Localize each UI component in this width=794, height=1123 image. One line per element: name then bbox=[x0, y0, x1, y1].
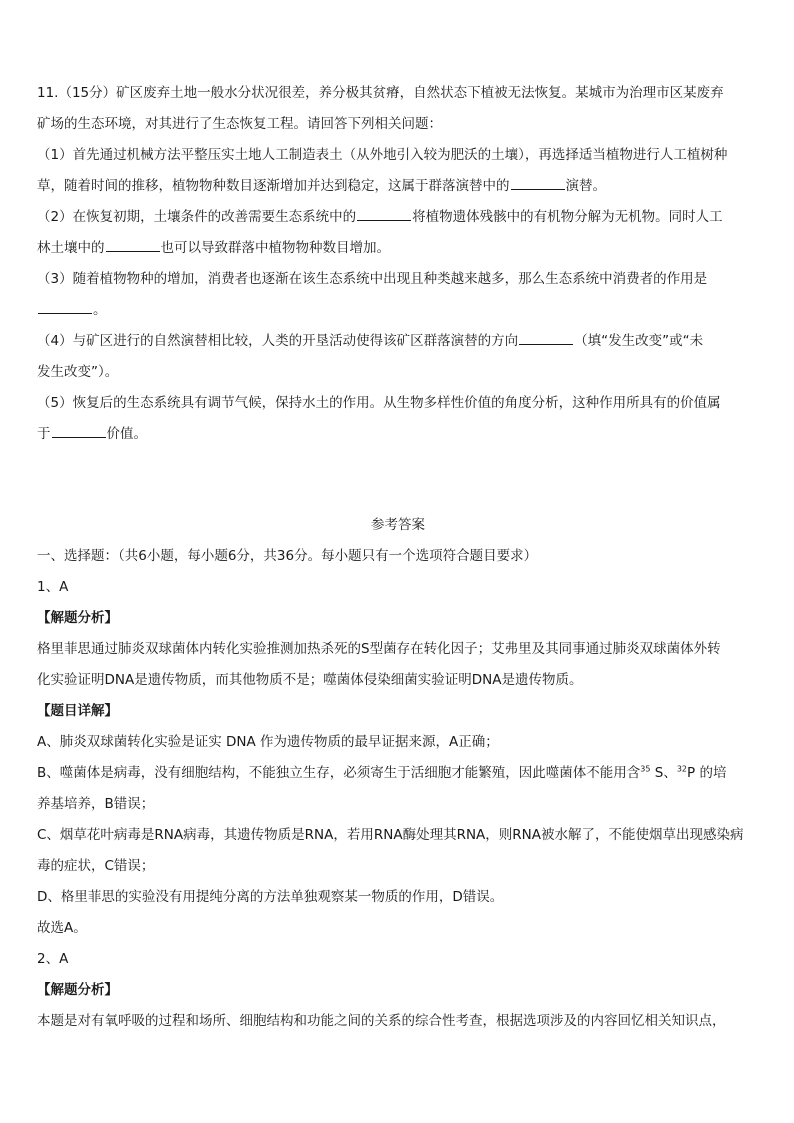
q11-part1-text-b: 演替。 bbox=[565, 178, 606, 194]
q11-intro-line1: 11.（15分）矿区废弃土地一般水分状况很差，养分极其贫瘠，自然状态下植被无法恢复。某城市为治理市区某废弃 bbox=[37, 85, 724, 101]
isotope-35-sup: 35 bbox=[640, 764, 651, 774]
answer-2-label: 2、A bbox=[37, 951, 69, 967]
q11-part1-text-a: 草，随着时间的推移，植物物种数目逐渐增加并达到稳定，这属于群落演替中的 bbox=[37, 178, 510, 194]
q11-part3-line2 bbox=[37, 295, 759, 326]
answer-1-analysis-line1: 格里菲思通过肺炎双球菌体内转化实验推测加热杀死的S型菌存在转化因子；艾弗里及其同事通过肺炎双球菌体外转 bbox=[37, 641, 721, 657]
q11-part1-line2 bbox=[37, 171, 759, 202]
q11-part3-text-b: 。 bbox=[93, 302, 107, 318]
q11-part2-line2 bbox=[37, 233, 759, 264]
answers-section-heading: 一、选择题：（共6小题，每小题6分，共36分。每小题只有一个选项符合题目要求） bbox=[37, 548, 538, 564]
option-b-text-mid: S、 bbox=[650, 765, 677, 781]
q11-part4-text-b: （填“发生改变”或“未 bbox=[574, 333, 704, 349]
option-b-text-b: P 的培 bbox=[687, 765, 727, 781]
answer-1-analysis-heading: 【解题分析】 bbox=[37, 610, 118, 626]
q11-part2-text-c: 林土壤中的 bbox=[37, 240, 105, 256]
answer-blank-4[interactable] bbox=[38, 312, 92, 314]
answer-1-option-c-line1: C、烟草花叶病毒是RNA病毒，其遗传物质是RNA，若用RNA酶处理其RNA，则RNA被水解了，不能使烟草出现感染病 bbox=[37, 827, 744, 843]
answer-blank-2[interactable] bbox=[357, 219, 411, 221]
q11-intro-line2: 矿场的生态环境，对其进行了生态恢复工程。请回答下列相关问题： bbox=[37, 116, 442, 132]
q11-part4-line1 bbox=[37, 326, 759, 357]
q11-part5-text-b: 价值。 bbox=[106, 426, 147, 442]
q11-part2-line1 bbox=[37, 202, 759, 233]
answer-1-option-a: A、肺炎双球菌转化实验是证实 DNA 作为遗传物质的最早证据来源，A正确； bbox=[37, 734, 499, 750]
answer-2-analysis-line1: 本题是对有氧呼吸的过程和场所、细胞结构和功能之间的关系的综合性考查，根据选项涉及的内容回忆相关知识点， bbox=[37, 1013, 726, 1029]
answer-2-analysis-heading: 【解题分析】 bbox=[37, 982, 118, 998]
q11-part5-line2 bbox=[37, 419, 759, 450]
answer-blank-3[interactable] bbox=[106, 250, 160, 252]
q11-part5-line1: （5）恢复后的生态系统具有调节气候，保持水土的作用。从生物多样性价值的角度分析，这种作用所具有的价值属 bbox=[37, 395, 721, 411]
answer-1-analysis-line2: 化实验证明DNA是遗传物质，而其他物质不是；噬菌体侵染细菌实验证明DNA是遗传物质。 bbox=[37, 672, 583, 688]
answer-1-label: 1、A bbox=[37, 579, 69, 595]
answer-1-option-c-line2: 毒的症状，C错误； bbox=[37, 858, 155, 874]
spacer bbox=[37, 450, 759, 510]
answer-blank-6[interactable] bbox=[52, 436, 106, 438]
q11-part4-text-a: （4）与矿区进行的自然演替相比较，人类的开垦活动使得该矿区群落演替的方向 bbox=[37, 333, 519, 349]
answer-1-option-d: D、格里菲思的实验没有用提纯分离的方法单独观察某一物质的作用，D错误。 bbox=[37, 889, 504, 905]
q11-part2-text-b: 将植物遗体残骸中的有机物分解为无机物。同时人工 bbox=[412, 209, 723, 225]
q11-part1-line1: （1）首先通过机械方法平整压实土地人工制造表土（从外地引入较为肥沃的土壤），再选择适当植物进行人工植树种 bbox=[37, 147, 728, 163]
answer-blank-5[interactable] bbox=[519, 343, 573, 345]
answer-1-detail-heading: 【题目详解】 bbox=[37, 703, 118, 719]
q11-part3-line1: （3）随着植物物种的增加，消费者也逐渐在该生态系统中出现且种类越来越多，那么生态系统中消费者的作用是 bbox=[37, 271, 708, 287]
q11-part2-text-a: （2）在恢复初期，土壤条件的改善需要生态系统中的 bbox=[37, 209, 357, 225]
option-b-text-a: B、噬菌体是病毒，没有细胞结构，不能独立生存，必须寄生于活细胞才能繁殖，因此噬菌体不能用含 bbox=[37, 765, 641, 781]
q11-part5-text-a: 于 bbox=[37, 426, 51, 442]
answer-1-conclusion: 故选A。 bbox=[37, 920, 87, 936]
q11-part2-text-d: 也可以导致群落中植物物种数目增加。 bbox=[160, 240, 390, 256]
answer-1-option-b-line1 bbox=[37, 758, 759, 789]
document-page bbox=[37, 78, 759, 1037]
q11-part4-line2: 发生改变”）。 bbox=[37, 364, 119, 380]
isotope-32-sup: 32 bbox=[676, 764, 688, 774]
answers-title: 参考答案 bbox=[371, 517, 425, 533]
answer-1-option-b-line2: 养基培养，B错误； bbox=[37, 796, 155, 812]
answer-blank-1[interactable] bbox=[511, 188, 565, 190]
